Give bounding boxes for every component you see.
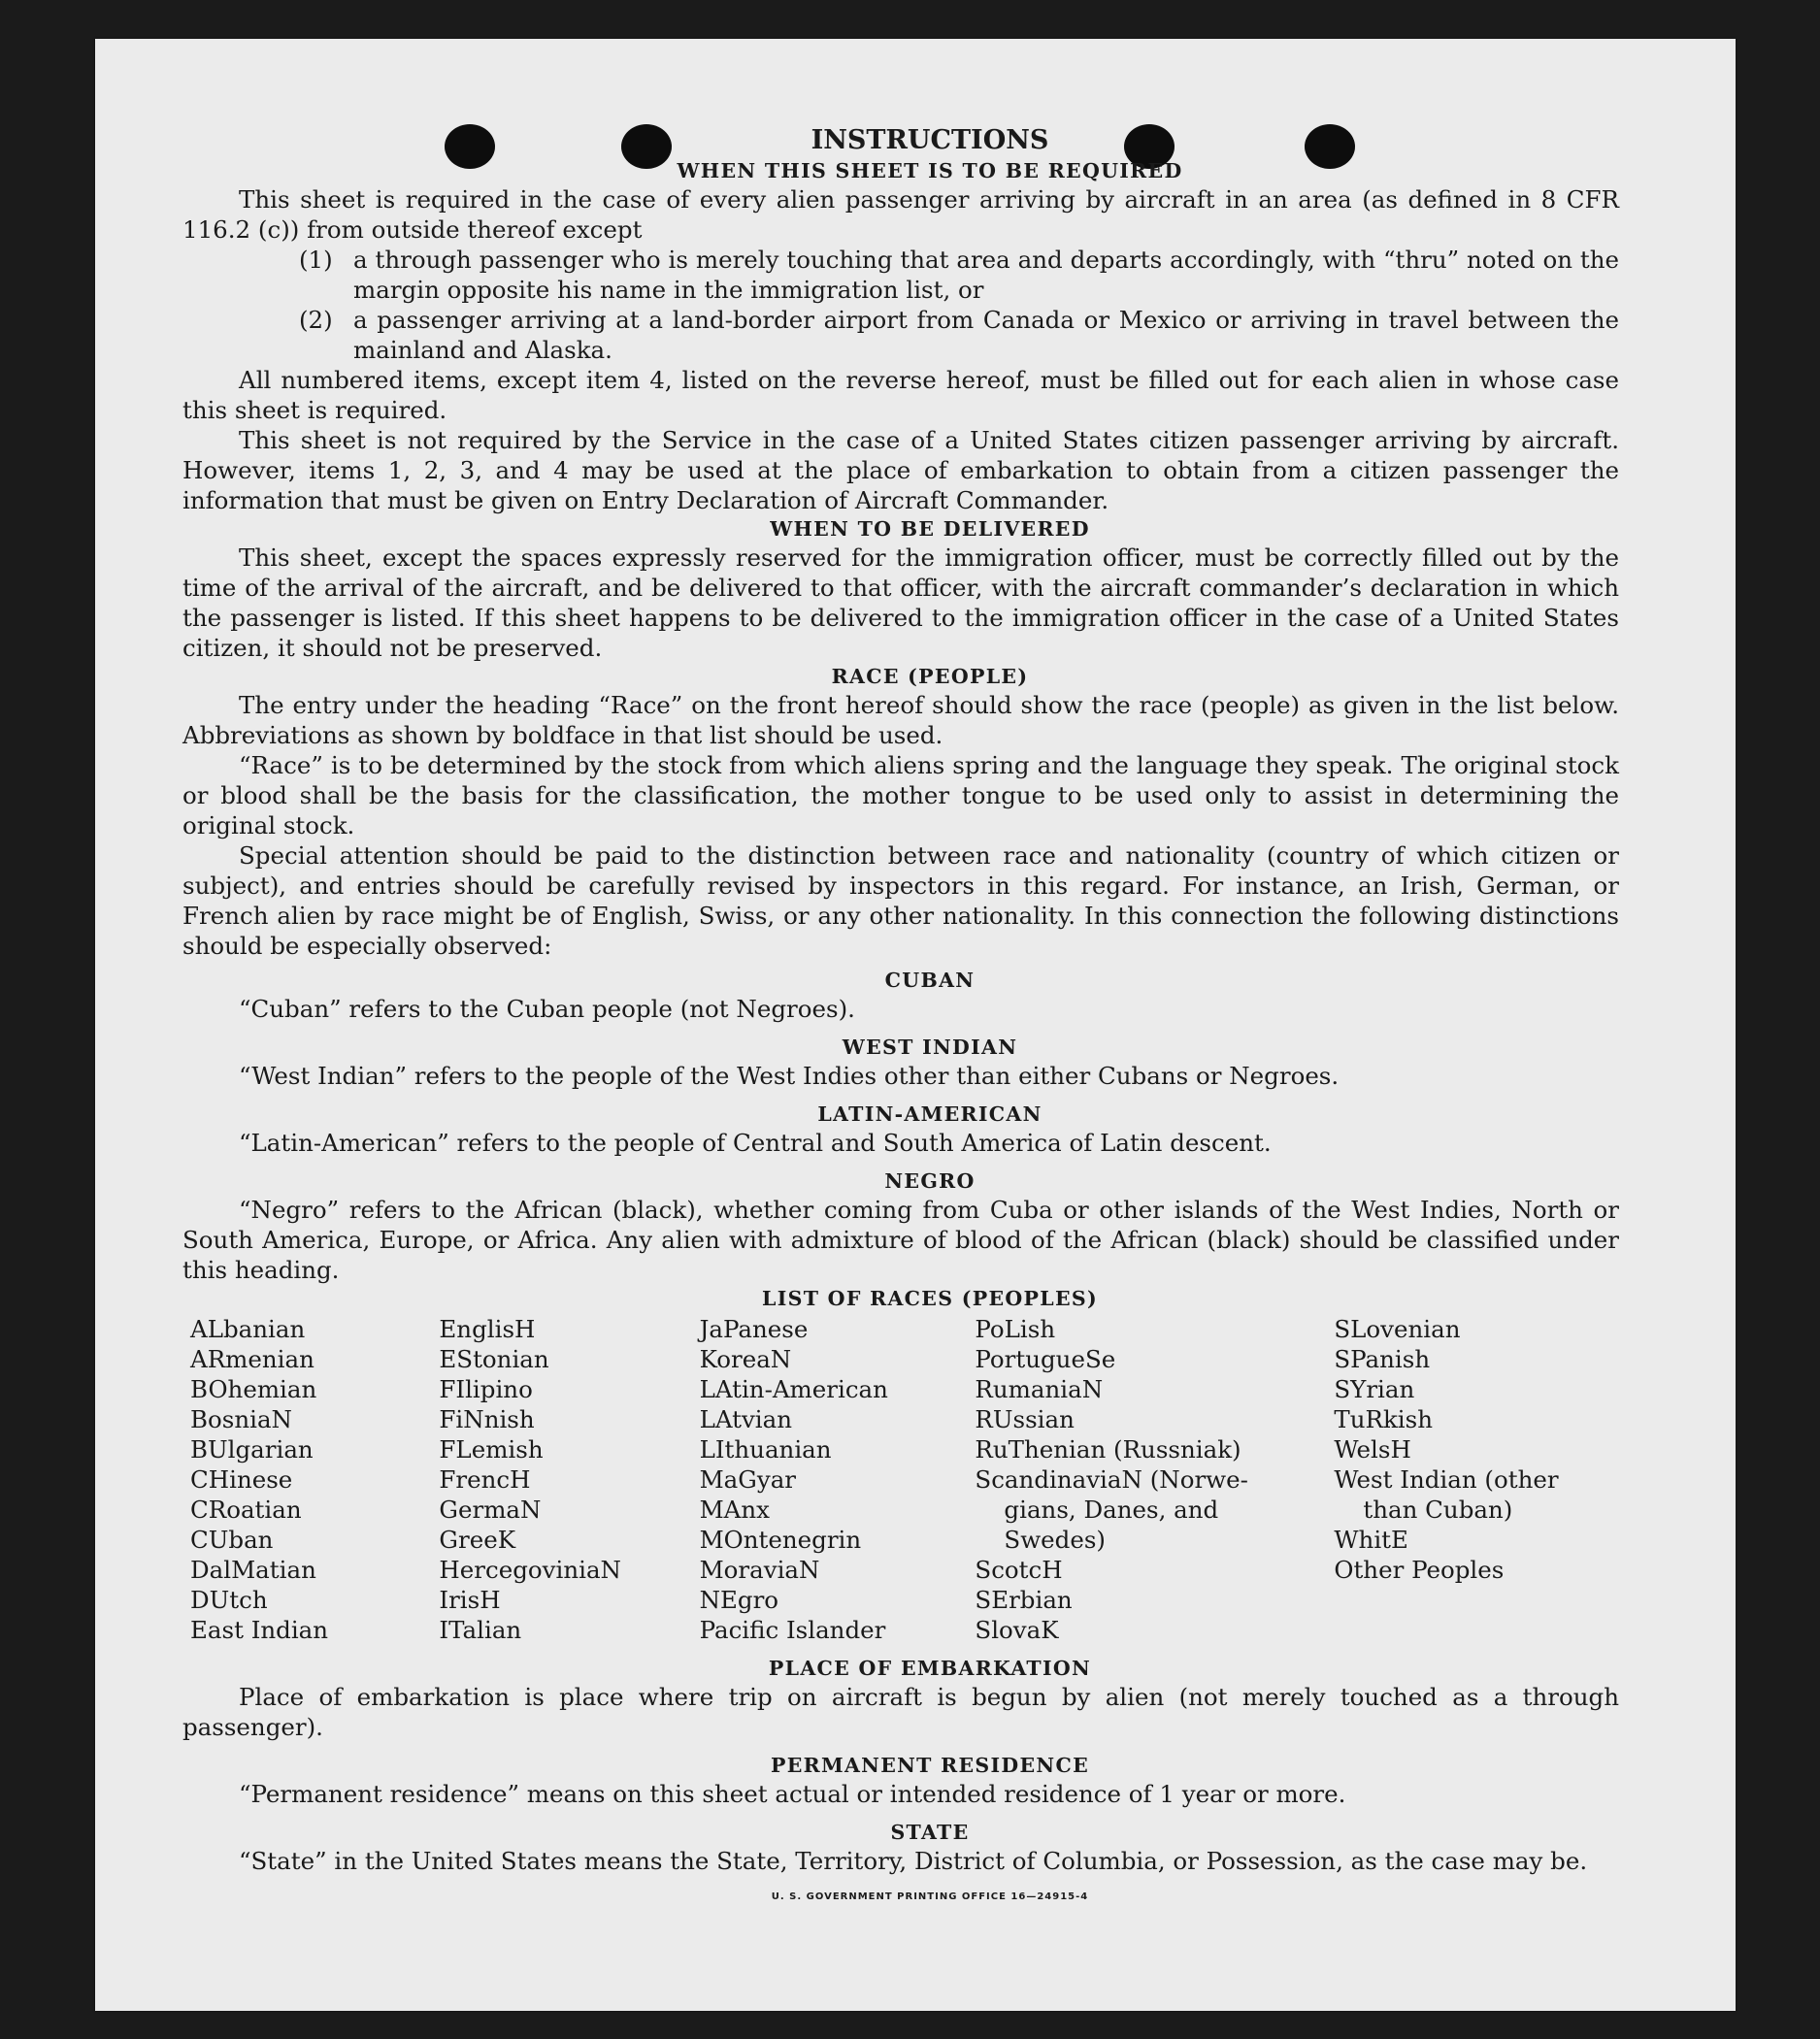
heading-latin-american: LATIN-AMERICAN [817, 1102, 1042, 1126]
race-entry: Pacific Islander [699, 1616, 886, 1644]
race-entry: GreeK [439, 1526, 516, 1554]
race-entry: RuThenian (Russniak) [975, 1435, 1241, 1463]
paragraph: “Permanent residence” means on this sheet actual or intended residence of 1 year or more. [239, 1780, 1346, 1808]
races-list [182, 1314, 1619, 1645]
race-entry: BOhemian [190, 1375, 317, 1403]
race-entry: FrencH [439, 1465, 531, 1494]
heading-permanent-residence: PERMANENT RESIDENCE [770, 1754, 1089, 1777]
paragraph: “Cuban” refers to the Cuban people (not Negroes). [239, 995, 855, 1023]
race-entry: BosniaN [190, 1405, 292, 1433]
race-entry: PortugueSe [975, 1345, 1116, 1373]
race-entry: WhitE [1334, 1526, 1408, 1554]
race-entry: MOntenegrin [699, 1526, 862, 1554]
race-entry: CHinese [190, 1465, 293, 1494]
heading-race: RACE (PEOPLE) [831, 665, 1029, 688]
paragraph: This sheet is required in the case of every alien passenger arriving by aircraft in an area (as defined in 8 CFR 116.2 (c)) from outside thereof except [182, 185, 1619, 244]
race-entry: MaGyar [699, 1465, 797, 1494]
paragraph: “State” in the United States means the State, Territory, District of Columbia, or Possession, as the case may be. [239, 1847, 1588, 1875]
races-column [700, 1314, 976, 1645]
race-entry: ScandinaviaN (Norwe- [975, 1465, 1248, 1494]
item-number: (1) [299, 246, 333, 274]
race-entry: SPanish [1334, 1345, 1431, 1373]
race-entry: ScotcH [975, 1556, 1063, 1584]
race-entry: FiNnish [439, 1405, 535, 1433]
race-entry: BUlgarian [190, 1435, 314, 1463]
race-entry: KoreaN [699, 1345, 792, 1373]
paragraph: Special attention should be paid to the distinction between race and nationality (country of which citizen or subject), and entries should be carefully revised by inspectors in this regard. For instance, an Irish, German, or French alien by race might be of English, Swiss, or any other nationality. In this connection the following distinctions should be especially observed: [182, 841, 1619, 960]
list-item [299, 245, 1619, 305]
race-entry: RUssian [975, 1405, 1075, 1433]
race-entry: Other Peoples [1334, 1556, 1505, 1584]
race-entry: SlovaK [975, 1616, 1059, 1644]
race-entry: ARmenian [190, 1345, 314, 1373]
heading-when-required: WHEN THIS SHEET IS TO BE REQUIRED [677, 159, 1183, 182]
race-entry: LIthuanian [699, 1435, 832, 1463]
paragraph: This sheet is not required by the Service in the case of a United States citizen passenger arriving by aircraft. However, items 1, 2, 3, and 4 may be used at the place of embarkation to obtain from a citizen passenger the information that must be given on Entry Declaration of Aircraft Commander. [182, 426, 1619, 514]
race-entry: than Cuban) [1363, 1496, 1513, 1524]
race-entry: ALbanian [190, 1315, 306, 1343]
heading-state: STATE [890, 1821, 970, 1844]
paragraph: “West Indian” refers to the people of the West Indies other than either Cubans or Negroes. [239, 1062, 1340, 1090]
paragraph: This sheet, except the spaces expressly reserved for the immigration officer, must be correctly filled out by the time of the arrival of the aircraft, and be delivered to that officer, with the aircraft commander’s declaration in which the passenger is listed. If this sheet happens to be delivered to the immigration officer in the case of a United States citizen, it should not be preserved. [182, 543, 1619, 662]
heading-when-delivered: WHEN TO BE DELIVERED [770, 517, 1090, 541]
list-item [299, 305, 1619, 365]
item-text: a through passenger who is merely touching that area and departs accordingly, with “thru” noted on the margin opposite his name in the immigration list, or [353, 246, 1619, 304]
paragraph: “Race” is to be determined by the stock from which aliens spring and the language they speak. The original stock or blood shall be the basis for the classification, the mother tongue to be used only to assist in determining the original stock. [182, 751, 1619, 839]
race-entry: MAnx [699, 1496, 770, 1524]
heading-negro: NEGRO [884, 1169, 976, 1193]
race-entry: Swedes) [1004, 1526, 1106, 1554]
heading-place-of-embarkation: PLACE OF EMBARKATION [768, 1657, 1092, 1680]
race-entry: FIlipino [439, 1375, 533, 1403]
race-entry: LAtin-American [699, 1375, 888, 1403]
item-number: (2) [299, 306, 333, 334]
race-entry: gians, Danes, and [1004, 1496, 1219, 1524]
race-entry: HercegoviniaN [439, 1556, 621, 1584]
races-column [1334, 1314, 1619, 1645]
race-entry: West Indian (other [1334, 1465, 1559, 1494]
race-entry: JaPanese [699, 1315, 809, 1343]
race-entry: ITalian [439, 1616, 522, 1644]
race-entry: East Indian [190, 1616, 329, 1644]
item-text: a passenger arriving at a land-border airport from Canada or Mexico or arriving in travel between the mainland and Alaska. [353, 306, 1619, 364]
paragraph: The entry under the heading “Race” on the front hereof should show the race (people) as given in the list below. Abbreviations as shown by boldface in that list should be used. [182, 691, 1619, 749]
race-entry: GermaN [439, 1496, 542, 1524]
race-entry: MoraviaN [699, 1556, 820, 1584]
races-column [975, 1314, 1334, 1645]
races-column [190, 1314, 439, 1645]
race-entry: RumaniaN [975, 1375, 1104, 1403]
race-entry: SLovenian [1334, 1315, 1461, 1343]
page-title: INSTRUCTIONS [811, 125, 1049, 155]
race-entry: DUtch [190, 1586, 268, 1614]
race-entry: CRoatian [190, 1496, 302, 1524]
race-entry: CUban [190, 1526, 274, 1554]
printing-office-footer: U. S. GOVERNMENT PRINTING OFFICE 16—24915-4 [771, 1891, 1089, 1902]
heading-list-of-races: LIST OF RACES (PEOPLES) [761, 1287, 1099, 1310]
instructions-content [182, 124, 1619, 1912]
race-entry: LAtvian [699, 1405, 793, 1433]
paragraph: All numbered items, except item 4, listed on the reverse hereof, must be filled out for each alien in whose case this sheet is required. [182, 366, 1619, 424]
race-entry: SYrian [1334, 1375, 1415, 1403]
race-entry: TuRkish [1334, 1405, 1433, 1433]
race-entry: FLemish [439, 1435, 544, 1463]
races-column [439, 1314, 699, 1645]
paragraph: “Negro” refers to the African (black), whether coming from Cuba or other islands of the West Indies, North or South America, Europe, or Africa. Any alien with admixture of blood of the African (black) should be classified under this heading. [182, 1196, 1619, 1284]
race-entry: EStonian [439, 1345, 549, 1373]
race-entry: SErbian [975, 1586, 1073, 1614]
paragraph: “Latin-American” refers to the people of Central and South America of Latin descent. [239, 1129, 1272, 1157]
heading-cuban: CUBAN [884, 969, 976, 992]
race-entry: DalMatian [190, 1556, 316, 1584]
race-entry: IrisH [439, 1586, 501, 1614]
race-entry: WelsH [1334, 1435, 1411, 1463]
heading-west-indian: WEST INDIAN [842, 1036, 1018, 1059]
race-entry: EnglisH [439, 1315, 536, 1343]
race-entry: NEgro [699, 1586, 779, 1614]
race-entry: PoLish [975, 1315, 1056, 1343]
paragraph: Place of embarkation is place where trip on aircraft is begun by alien (not merely touched as a through passenger). [182, 1683, 1619, 1741]
